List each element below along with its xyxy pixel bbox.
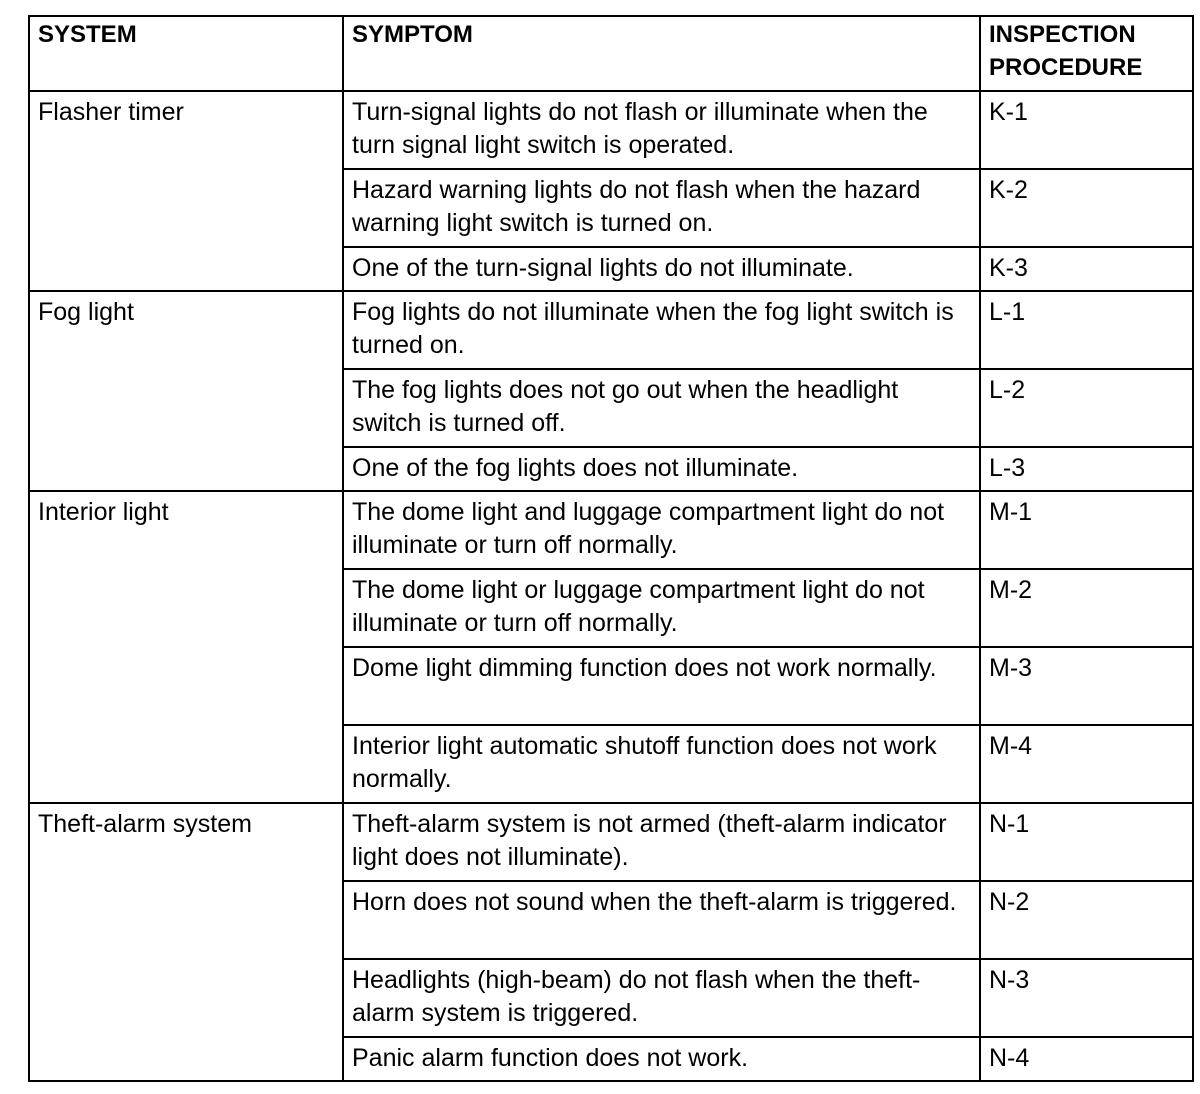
procedure-code: N-1 [980,803,1193,881]
system-cell: Theft-alarm system [29,803,343,1081]
header-symptom: SYMPTOM [343,16,980,91]
procedure-code: N-2 [980,881,1193,959]
symptom-cell: Fog lights do not illuminate when the fog light switch is turned on. [343,291,980,369]
symptom-cell: One of the fog lights does not illuminate. [343,447,980,491]
symptom-cell: Panic alarm function does not work. [343,1037,980,1081]
procedure-code: L-2 [980,369,1193,447]
table-row [29,491,1193,569]
procedure-code: M-3 [980,647,1193,725]
system-cell: Interior light [29,491,343,803]
system-cell: Flasher timer [29,91,343,291]
symptom-cell: Theft-alarm system is not armed (theft-alarm indicator light does not illuminate). [343,803,980,881]
symptom-cell: The dome light and luggage compartment light do not illuminate or turn off normally. [343,491,980,569]
symptom-cell: One of the turn-signal lights do not illuminate. [343,247,980,291]
system-cell: Fog light [29,291,343,491]
procedure-code: M-2 [980,569,1193,647]
header-row [29,16,1193,91]
procedure-code: N-4 [980,1037,1193,1081]
header-procedure: INSPECTION PROCEDURE [980,16,1193,91]
procedure-code: K-3 [980,247,1193,291]
symptom-cell: Horn does not sound when the theft-alarm is triggered. [343,881,980,959]
procedure-code: K-1 [980,91,1193,169]
symptom-cell: The dome light or luggage compartment light do not illuminate or turn off normally. [343,569,980,647]
symptom-cell: Dome light dimming function does not work normally. [343,647,980,725]
symptom-cell: Headlights (high-beam) do not flash when the theft-alarm system is triggered. [343,959,980,1037]
table-row [29,91,1193,169]
procedure-code: L-1 [980,291,1193,369]
procedure-code: M-4 [980,725,1193,803]
symptom-cell: Hazard warning lights do not flash when the hazard warning light switch is turned on. [343,169,980,247]
inspection-table [28,15,1194,1082]
table-row [29,803,1193,881]
header-system: SYSTEM [29,16,343,91]
table-row [29,291,1193,369]
procedure-code: N-3 [980,959,1193,1037]
symptom-cell: Interior light automatic shutoff function does not work normally. [343,725,980,803]
procedure-code: M-1 [980,491,1193,569]
symptom-cell: Turn-signal lights do not flash or illuminate when the turn signal light switch is operated. [343,91,980,169]
procedure-code: K-2 [980,169,1193,247]
procedure-code: L-3 [980,447,1193,491]
symptom-cell: The fog lights does not go out when the headlight switch is turned off. [343,369,980,447]
